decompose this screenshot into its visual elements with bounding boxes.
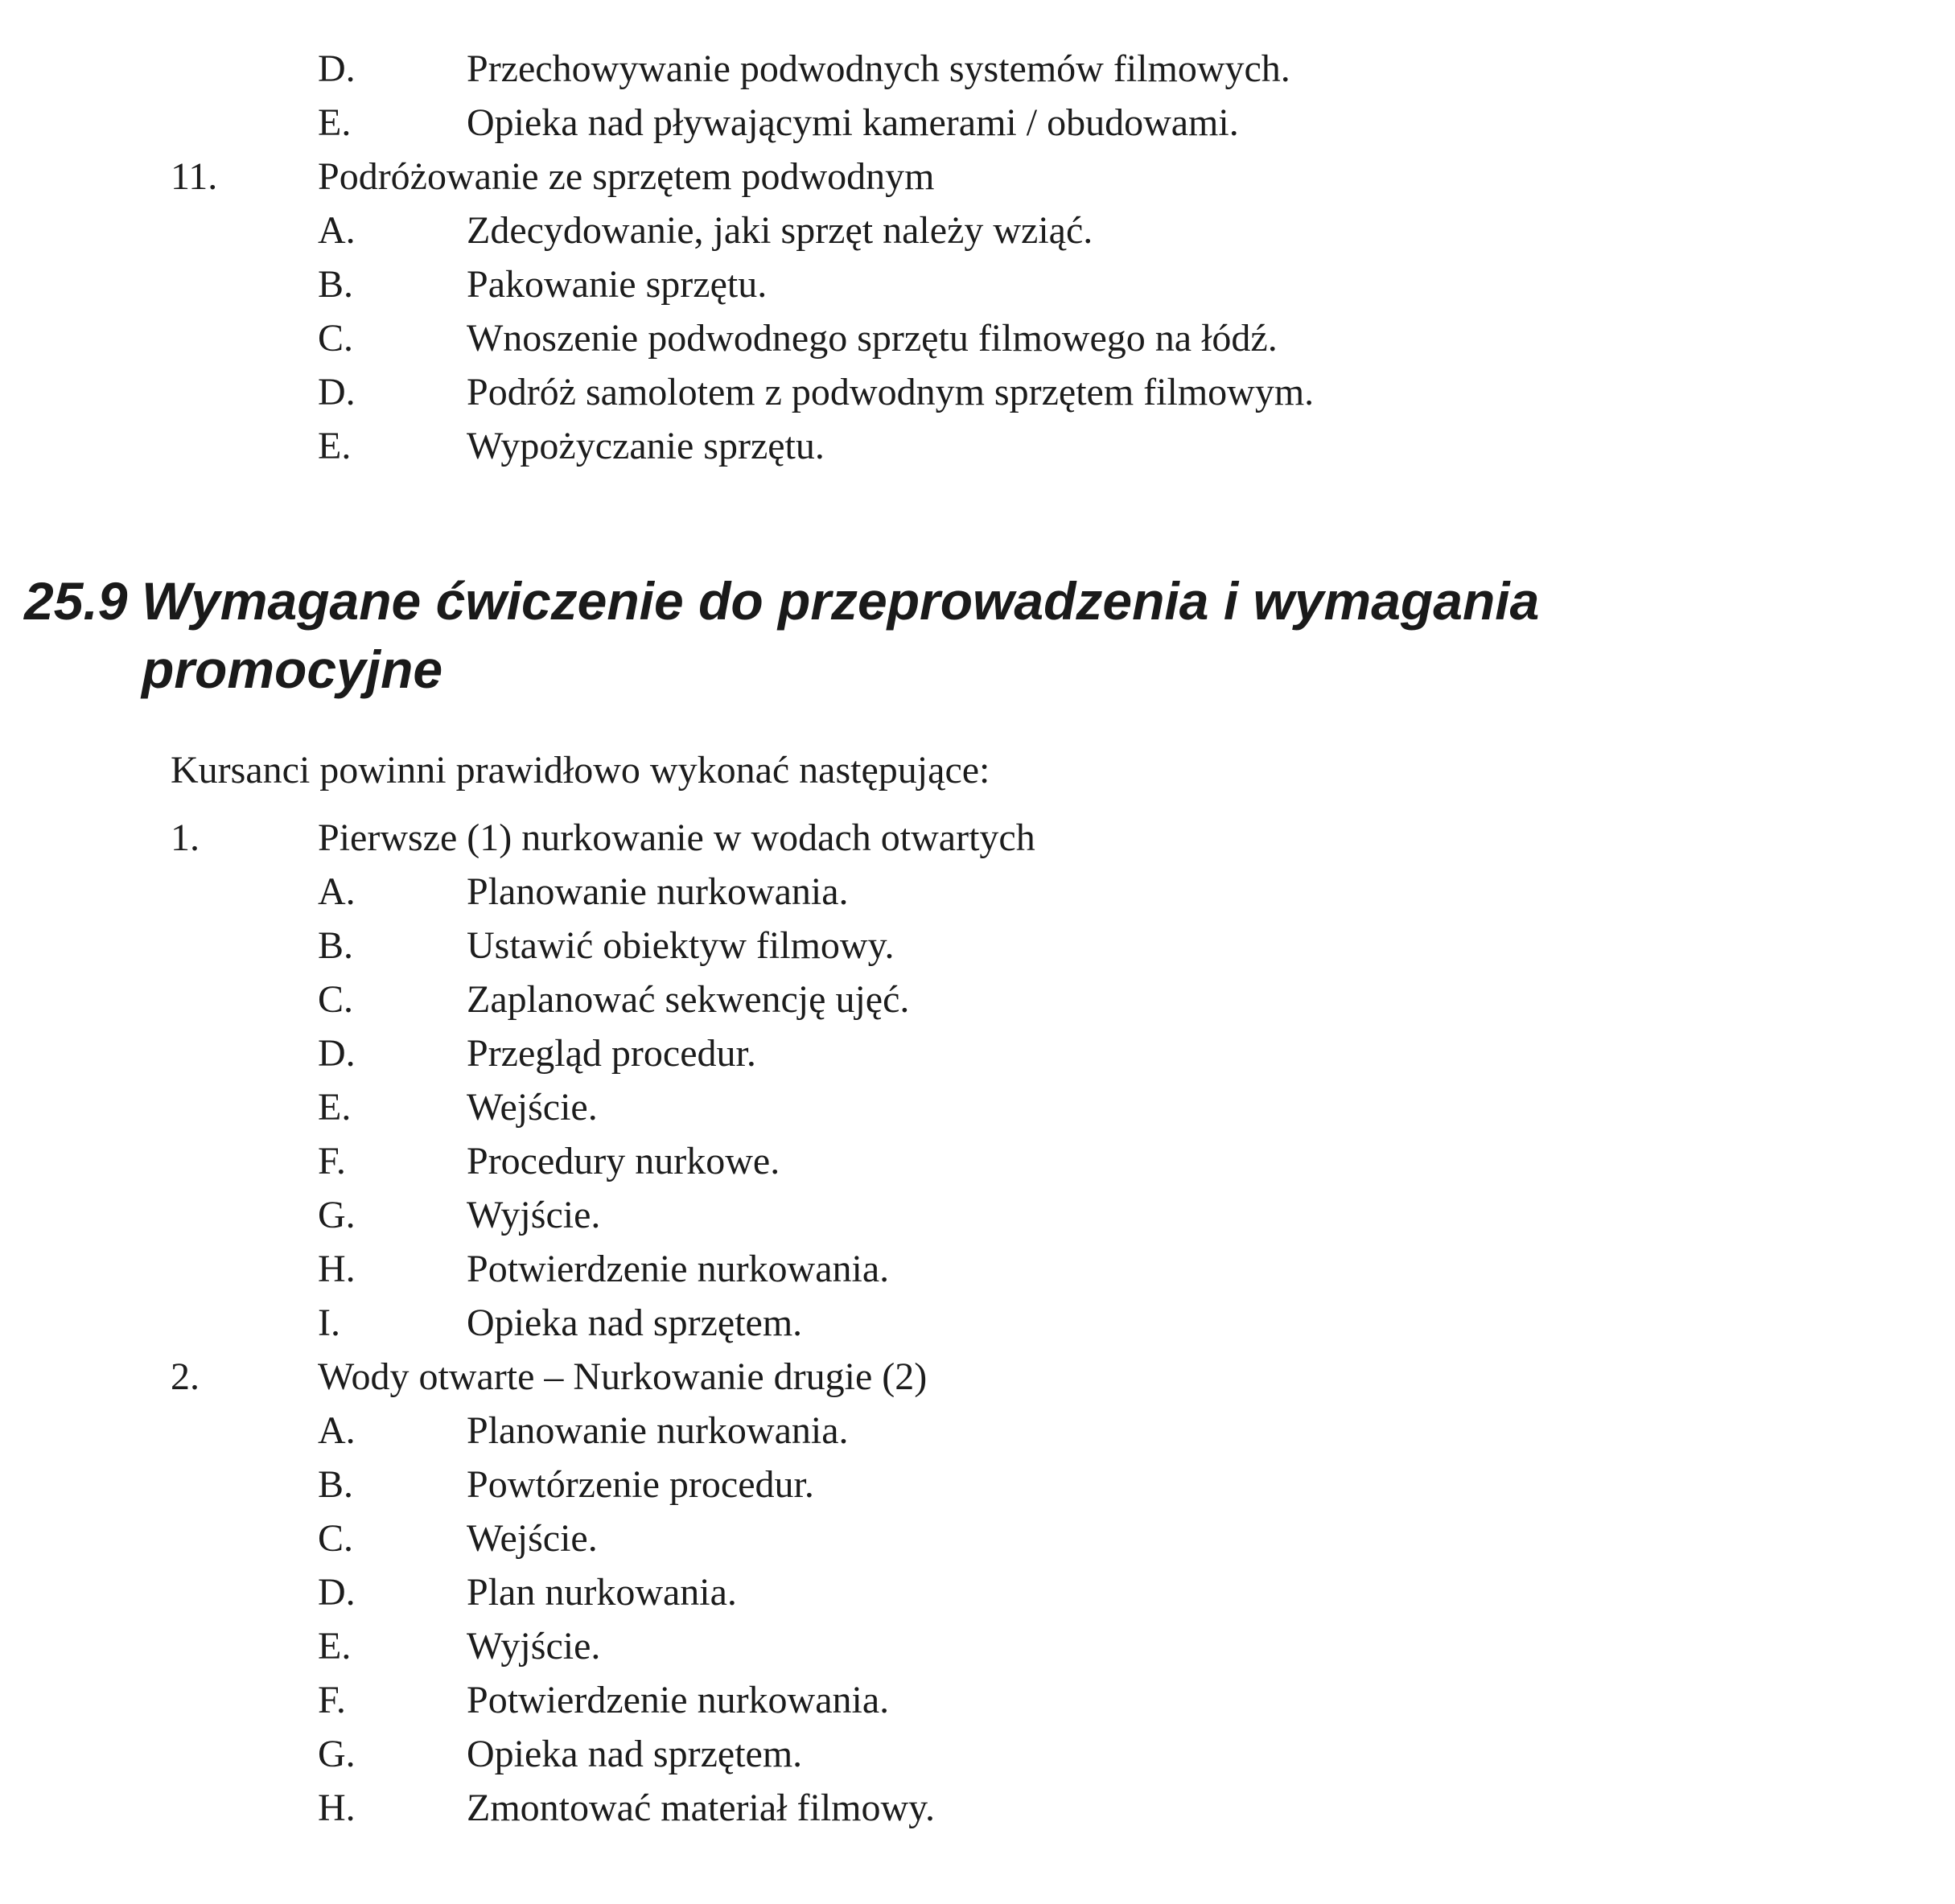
item-title: Wody otwarte – Nurkowanie drugie (2)	[318, 1355, 928, 1398]
item-marker: A.	[318, 209, 356, 252]
item-marker: B.	[318, 924, 354, 967]
item-text: Zdecydowanie, jaki sprzęt należy wziąć.	[467, 209, 1093, 252]
item-text: Opieka nad sprzętem.	[467, 1733, 803, 1775]
item-text: Zmontować materiał filmowy.	[467, 1787, 936, 1829]
item-marker: D.	[318, 1571, 356, 1614]
item-marker: C.	[318, 317, 354, 360]
item-text: Planowanie nurkowania.	[467, 1409, 849, 1452]
item-marker: H.	[318, 1248, 356, 1290]
item-text: Wyjście.	[467, 1194, 601, 1236]
section-number: 25.9	[24, 571, 128, 631]
item-text: Opieka nad pływającymi kamerami / obudowami.	[467, 101, 1239, 144]
intro-paragraph: Kursanci powinni prawidłowo wykonać następujące:	[171, 749, 990, 792]
item-text: Procedury nurkowe.	[467, 1140, 780, 1182]
item-text: Powtórzenie procedur.	[467, 1463, 814, 1506]
item-marker: B.	[318, 1463, 354, 1506]
item-marker: F.	[318, 1140, 346, 1182]
item-number: 11.	[171, 155, 218, 198]
item-text: Zaplanować sekwencję ujęć.	[467, 978, 910, 1021]
item-marker: G.	[318, 1194, 356, 1236]
item-marker: B.	[318, 263, 354, 306]
item-text: Wejście.	[467, 1086, 598, 1129]
item-text: Opieka nad sprzętem.	[467, 1302, 803, 1344]
item-marker: F.	[318, 1679, 346, 1721]
item-text: Potwierdzenie nurkowania.	[467, 1679, 890, 1721]
item-text: Podróż samolotem z podwodnym sprzętem filmowym.	[467, 371, 1315, 413]
item-marker: I.	[318, 1302, 340, 1344]
item-text: Przegląd procedur.	[467, 1032, 756, 1075]
item-marker: C.	[318, 978, 354, 1021]
item-text: Wypożyczanie sprzętu.	[467, 425, 825, 467]
item-marker: E.	[318, 101, 352, 144]
item-number: 1.	[171, 816, 200, 859]
section-title-line1: Wymagane ćwiczenie do przeprowadzenia i wymagania	[142, 571, 1540, 631]
item-marker: C.	[318, 1517, 354, 1560]
item-marker: D.	[318, 371, 356, 413]
item-marker: H.	[318, 1787, 356, 1829]
item-marker: A.	[318, 1409, 356, 1452]
item-text: Planowanie nurkowania.	[467, 870, 849, 913]
item-marker: D.	[318, 47, 356, 90]
item-title: Podróżowanie ze sprzętem podwodnym	[318, 155, 935, 198]
item-marker: E.	[318, 425, 352, 467]
section-title-line2: promocyjne	[142, 639, 443, 699]
item-marker: E.	[318, 1086, 352, 1129]
item-number: 2.	[171, 1355, 200, 1398]
item-text: Wnoszenie podwodnego sprzętu filmowego na łódź.	[467, 317, 1278, 360]
item-title: Pierwsze (1) nurkowanie w wodach otwartych	[318, 816, 1035, 859]
item-text: Potwierdzenie nurkowania.	[467, 1248, 890, 1290]
item-marker: A.	[318, 870, 356, 913]
item-text: Przechowywanie podwodnych systemów filmowych.	[467, 47, 1290, 90]
item-text: Plan nurkowania.	[467, 1571, 737, 1614]
item-text: Pakowanie sprzętu.	[467, 263, 768, 306]
item-text: Ustawić obiektyw filmowy.	[467, 924, 895, 967]
item-marker: G.	[318, 1733, 356, 1775]
item-text: Wejście.	[467, 1517, 598, 1560]
item-text: Wyjście.	[467, 1625, 601, 1668]
item-marker: E.	[318, 1625, 352, 1668]
item-marker: D.	[318, 1032, 356, 1075]
